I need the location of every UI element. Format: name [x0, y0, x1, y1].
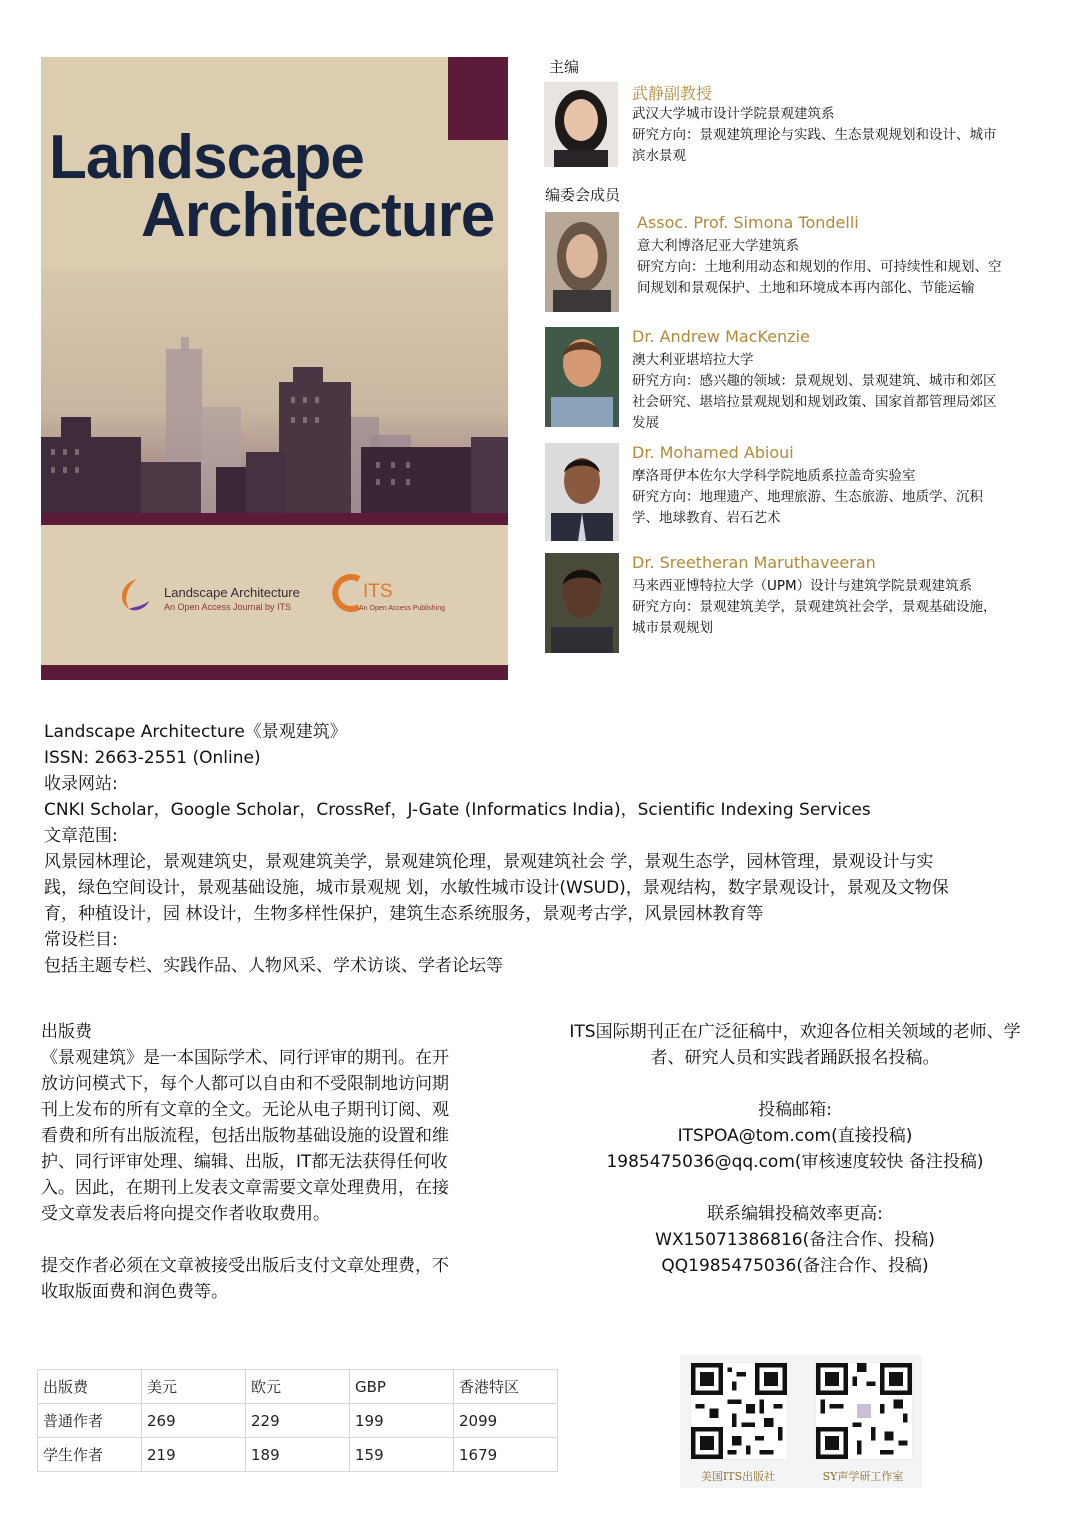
cover-bottom-bar	[41, 665, 508, 680]
cover-accent-bar	[448, 57, 508, 140]
portrait-icon	[545, 327, 619, 427]
contact-qq: QQ1985475036(备注合作、投稿)	[661, 1256, 929, 1276]
fees-para-line: 看费和所有出版流程，包括出版物基础设施的设置和维	[41, 1126, 449, 1146]
table-cell: 199	[350, 1404, 454, 1438]
table-header-cell: 美元	[142, 1370, 246, 1404]
table-cell: 269	[142, 1404, 246, 1438]
editor-photo	[544, 82, 618, 167]
editor-name: 武静副教授	[632, 84, 713, 103]
call-for-papers	[540, 1019, 1050, 1279]
cover-title-line1: Landscape	[49, 123, 364, 192]
qr-caption: SY声学研工作室	[822, 1470, 904, 1483]
qr-code-pattern	[816, 1363, 912, 1459]
fees-para-line: 收取版面费和润色费等。	[41, 1282, 228, 1302]
table-header-cell: GBP	[350, 1370, 454, 1404]
fees-section	[41, 1019, 511, 1305]
qr-code-pattern	[691, 1363, 787, 1459]
table-row	[38, 1370, 558, 1404]
la-logo-title: Landscape Architecture	[164, 585, 300, 600]
fees-para-line: 放访问模式下，每个人都可以自由和不受限制地访问期	[41, 1074, 449, 1094]
cover-title-line2: Architecture	[141, 181, 495, 250]
editor-in-chief-label: 主编	[549, 58, 580, 76]
portrait-icon	[545, 553, 619, 653]
contact-wechat: WX15071386816(备注合作、投稿)	[655, 1230, 935, 1250]
fees-para-line: 刊上发布的所有文章的全文。无论从电子期刊订阅、观	[41, 1100, 449, 1120]
fees-para-line: 提交作者必须在文章被接受出版后支付文章处理费，不	[41, 1256, 449, 1276]
table-cell: 229	[246, 1404, 350, 1438]
board-member-research-line: 学、地球教育、岩石艺术	[632, 510, 781, 526]
table-cell: 学生作者	[38, 1438, 142, 1472]
journal-issn: ISSN: 2663-2551 (Online)	[44, 748, 261, 768]
call-intro-line: ITS国际期刊正在广泛征稿中，欢迎各位相关领域的老师、学	[569, 1022, 1021, 1042]
cover-divider-band	[41, 513, 508, 525]
cover-lower-band	[41, 525, 508, 665]
table-cell: 1679	[454, 1438, 558, 1472]
board-member-affiliation: 摩洛哥伊本佐尔大学科学院地质系拉盖奇实验室	[632, 468, 916, 484]
board-member-research-line: 研究方向：地理遗产、地理旅游、生态旅游、地质学、沉积	[632, 489, 983, 505]
board-member-name: Dr. Sreetheran Maruthaveeran	[632, 553, 876, 572]
table-cell: 普通作者	[38, 1404, 142, 1438]
board-member-photo	[545, 327, 619, 427]
table-cell: 2099	[454, 1404, 558, 1438]
editor-affiliation: 武汉大学城市设计学院景观建筑系	[632, 106, 835, 122]
portrait-icon	[544, 82, 618, 167]
table-cell: 219	[142, 1438, 246, 1472]
table-row	[38, 1438, 558, 1472]
board-member-name: Dr. Mohamed Abioui	[632, 443, 794, 462]
editor-research-line2: 滨水景观	[632, 148, 686, 164]
scope-label: 文章范围:	[44, 826, 118, 846]
board-member-photo	[545, 553, 619, 653]
cover-city-photo	[41, 267, 508, 527]
table-header-cell: 香港特区	[454, 1370, 558, 1404]
table-cell: 159	[350, 1438, 454, 1472]
journal-cover	[41, 57, 508, 680]
journal-info	[44, 719, 1044, 979]
call-intro-line: 者、研究人员和实践者踊跃报名投稿。	[650, 1048, 940, 1068]
board-member-affiliation: 马来西亚博特拉大学（UPM）设计与建筑学院景观建筑系	[632, 578, 973, 594]
qr-code-icon[interactable]	[690, 1362, 788, 1460]
board-member-research-line: 间规划和景观保护、土地和环境成本再内部化、节能运输	[637, 280, 975, 296]
board-member-name: Dr. Andrew MacKenzie	[632, 327, 810, 346]
fees-para-line: 受文章发表后将向提交作者收取费用。	[41, 1204, 330, 1224]
scope-line: 风景园林理论，景观建筑史，景观建筑美学，景观建筑伦理，景观建筑社会 学，景观生态学，园林管理，景观设计与实	[44, 852, 934, 872]
qr-code-icon[interactable]	[815, 1362, 913, 1460]
board-member-research-line: 发展	[632, 415, 659, 431]
fees-para-line: 入。因此，在期刊上发表文章需要文章处理费用，在接	[41, 1178, 449, 1198]
scope-line: 践，绿色空间设计，景观基础设施，城市景观规 划，水敏性城市设计(WSUD)，景观结构，数字景观设计，景观及文物保	[44, 878, 949, 898]
board-member-research-line: 城市景观规划	[632, 620, 713, 636]
scope-line: 育，种植设计，园 林设计，生物多样性保护，建筑生态系统服务，景观考古学，风景园林教育等	[44, 904, 764, 924]
board-member-research-line: 社会研究、堪培拉景观规划和规划政策、国家首都管理局郊区	[632, 394, 997, 410]
journal-title: Landscape Architecture《景观建筑》	[44, 722, 347, 742]
its-logo-subtitle: An Open Access Publishing	[359, 605, 445, 612]
qr-caption: 美国ITS出版社	[700, 1470, 776, 1483]
indexing-label: 收录网站:	[44, 774, 118, 794]
contact-label: 联系编辑投稿效率更高:	[707, 1204, 883, 1224]
table-cell: 189	[246, 1438, 350, 1472]
board-member-photo	[545, 443, 619, 541]
city-skyline-illustration	[41, 267, 508, 527]
la-logo-subtitle: An Open Access Journal by ITS	[164, 602, 292, 612]
board-member-photo	[545, 212, 619, 312]
board-member-affiliation: 澳大利亚堪培拉大学	[632, 352, 754, 368]
email-address[interactable]: 1985475036@qq.com(审核速度较快 备注投稿)	[606, 1152, 984, 1172]
portrait-icon	[545, 212, 619, 312]
board-member-name: Assoc. Prof. Simona Tondelli	[637, 213, 859, 232]
columns-list: 包括主题专栏、实践作品、人物风采、学术访谈、学者论坛等	[44, 956, 503, 976]
email-label: 投稿邮箱:	[758, 1100, 832, 1120]
email-address[interactable]: ITSPOA@tom.com(直接投稿)	[677, 1126, 913, 1146]
board-member-research-line: 研究方向：感兴趣的领域：景观规划、景观建筑、城市和郊区	[632, 373, 997, 389]
its-logo-name: ITS	[363, 581, 393, 602]
board-member-research-line: 研究方向：土地利用动态和规划的作用、可持续性和规划、空	[637, 259, 1002, 275]
table-row	[38, 1404, 558, 1438]
indexing-list: CNKI Scholar，Google Scholar，CrossRef，J-Gate (Informatics India)，Scientific Indexing Services	[44, 800, 871, 820]
fees-heading: 出版费	[41, 1022, 92, 1042]
columns-label: 常设栏目:	[44, 930, 118, 950]
table-header-cell: 出版费	[38, 1370, 142, 1404]
board-member-research-line: 研究方向：景观建筑美学，景观建筑社会学，景观基础设施，	[632, 599, 997, 615]
editor-research-line1: 研究方向：景观建筑理论与实践、生态景观规划和设计、城市	[632, 127, 997, 143]
fee-table	[37, 1369, 558, 1472]
table-header-cell: 欧元	[246, 1370, 350, 1404]
board-label: 编委会成员	[545, 186, 621, 204]
la-logo-icon	[113, 575, 153, 615]
fees-para-line: 《景观建筑》是一本国际学术、同行评审的期刊。在开	[41, 1048, 449, 1068]
board-member-affiliation: 意大利博洛尼亚大学建筑系	[637, 238, 799, 254]
portrait-icon	[545, 443, 619, 541]
fees-para-line: 护、同行评审处理、编辑、出版，IT都无法获得任何收	[41, 1152, 448, 1172]
